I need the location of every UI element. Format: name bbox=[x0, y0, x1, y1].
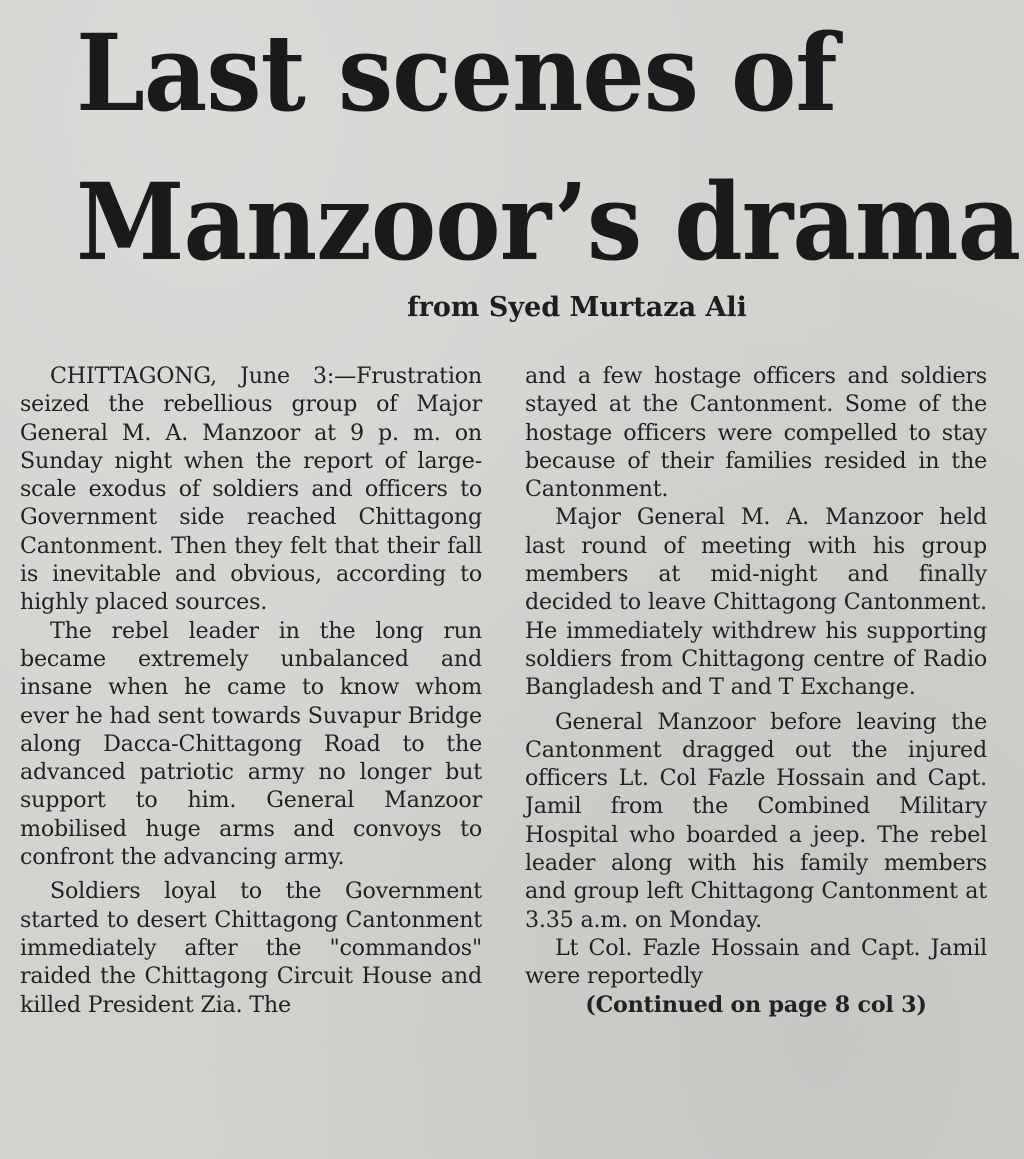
paragraph: Major General M. A. Manzoor held last round of meeting with his group members at mid-night and finally decided to leave Chittagong Cantonment. He immediately withdrew his supporting soldiers from Chittagong centre of Radio Bangladesh and T and T Exchange. bbox=[525, 504, 987, 701]
article-column-left bbox=[20, 362, 482, 1019]
headline-line-2: Manzoor’s drama bbox=[76, 160, 1021, 286]
paragraph: and a few hostage officers and soldiers stayed at the Cantonment. Some of the hostage officers were compelled to stay because of their families resided in the Cantonment. bbox=[525, 363, 987, 503]
byline: from Syed Murtaza Ali bbox=[407, 292, 747, 323]
headline bbox=[76, 0, 1021, 298]
paragraph: The rebel leader in the long run became extremely unbalanced and insane when he came to know whom ever he had sent towards Suvapur Bridge along Dacca-Chittagong Road to the advanced patriotic army no longer but support to him. General Manzoor mobilised huge arms and convoys to confront the advancing army. bbox=[20, 617, 482, 871]
article-column-right bbox=[525, 362, 987, 1019]
paragraph: Lt Col. Fazle Hossain and Capt. Jamil were reportedly bbox=[525, 934, 987, 990]
paragraph: General Manzoor before leaving the Cantonment dragged out the injured officers Lt. Col Fazle Hossain and Capt. Jamil from the Combined Military Hospital who boarded a jeep. The rebel leader along with his family members and group left Chittagong Cantonment at 3.35 a.m. on Monday. bbox=[525, 708, 987, 933]
paragraph: CHITTAGONG, June 3:—Frustration seized the rebellious group of Major General M. A. Manzoor at 9 p. m. on Sunday night when the report of large-scale exodus of soldiers and officers to Government side reached Chittagong Cantonment. Then they felt that their fall is inevitable and obvious, according to highly placed sources. bbox=[20, 363, 482, 616]
paragraph: Soldiers loyal to the Government started to desert Chittagong Cantonment immediately after the "commandos" raided the Chittagong Circuit House and killed President Zia. The bbox=[20, 878, 482, 1018]
headline-line-1: Last scenes of bbox=[76, 11, 837, 137]
continued-notice: (Continued on page 8 col 3) bbox=[585, 991, 927, 1018]
